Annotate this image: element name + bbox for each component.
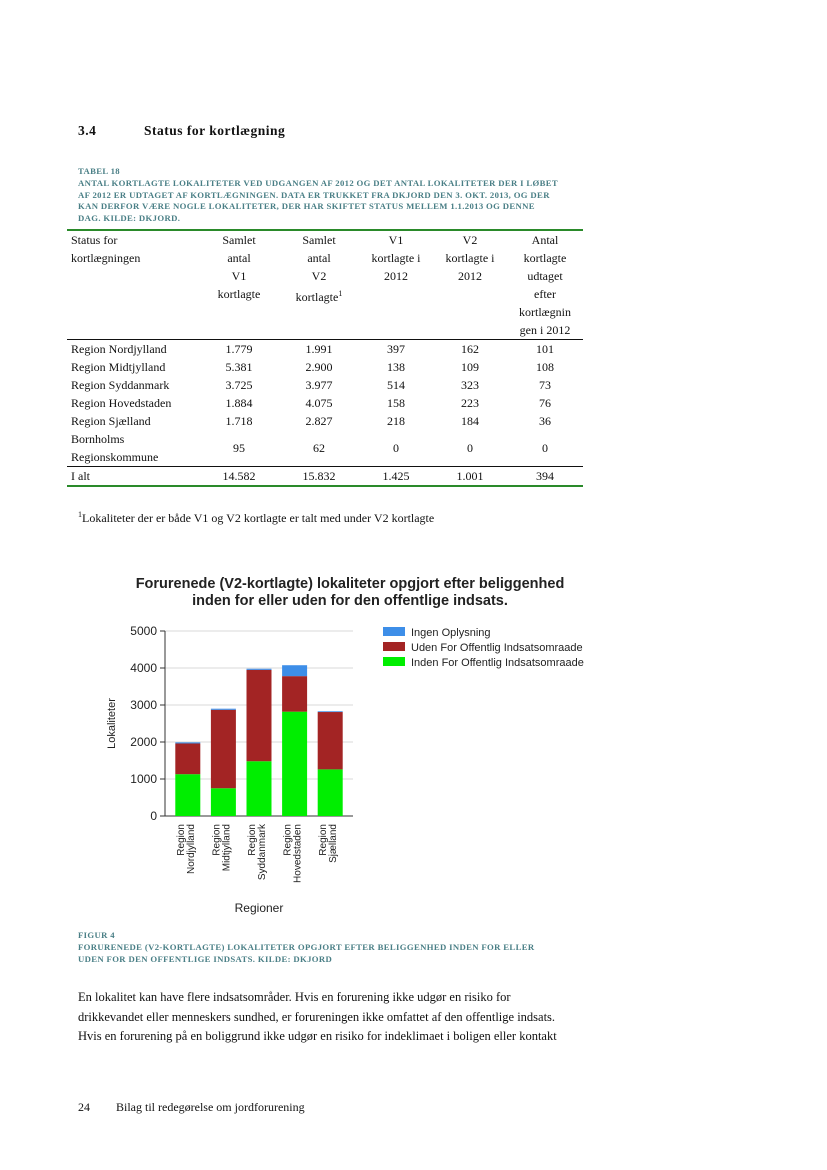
chart-title: inden for eller uden for den offentlige indsats.: [192, 593, 508, 609]
figure-caption-line: FORURENEDE (V2-KORTLAGTE) LOKALITETER OPGJORT EFTER BELIGGENHED INDEN FOR ELLER: [78, 941, 535, 952]
section-number: 3.4: [78, 123, 97, 138]
bar-segment: [211, 788, 236, 816]
figure-caption-line: UDEN FOR DEN OFFENTLIGE INDSATS. KILDE: DKJORD: [78, 953, 333, 964]
y-tick-label: 0: [150, 809, 157, 823]
table-caption-line: ANTAL KORTLAGTE LOKALITETER VED UDGANGEN AF 2012 OG DET ANTAL LOKALITETER DER I LØBET: [78, 177, 559, 188]
bar-segment: [318, 711, 343, 712]
bar-segment: [247, 670, 272, 761]
table-row: Region Syddanmark 3.725 3.977 514 323 73: [71, 378, 551, 392]
y-tick-label: 2000: [130, 735, 157, 749]
bar-segment: [175, 742, 200, 743]
legend-label: Uden For Offentlig Indsatsomraade: [411, 642, 583, 654]
header-v2-total: Samlet antal V2 kortlagte$^1$: [279, 230, 359, 340]
table-row: Region Sjælland 1.718 2.827 218 184 36: [71, 414, 551, 428]
page-number: 24: [78, 1100, 90, 1114]
section-title: Status for kortlægning: [144, 123, 286, 138]
bar-segment: [318, 712, 343, 769]
x-tick-label: Midtjylland: [221, 824, 233, 872]
bar-segment: [175, 743, 200, 774]
y-tick-label: 3000: [130, 698, 157, 712]
bar-segment: [318, 769, 343, 816]
table-row: Bornholms Regionskommune 95 62 0 0 0: [71, 432, 548, 464]
table-caption-line: DAG. KILDE: DKJORD.: [78, 213, 181, 224]
figure-caption-label: FIGUR 4: [78, 930, 115, 940]
header-status: Status for kortlægningen: [67, 230, 199, 340]
footnote-mark: 1: [338, 289, 343, 298]
legend-label: Ingen Oplysning: [411, 627, 491, 639]
footnote-text: Lokaliteter der er både V1 og V2 kortlagte er talt med under V2 kortlagte: [82, 511, 435, 525]
y-tick-label: 4000: [130, 661, 157, 675]
x-tick-label: Hovedstaden: [292, 824, 304, 883]
footer-text: Bilag til redegørelse om jordforurening: [116, 1100, 305, 1114]
section-heading: [78, 123, 285, 139]
page-footer: [78, 1100, 305, 1115]
header-v1-2012: V1 kortlagte i 2012: [359, 230, 433, 340]
legend-swatch: [383, 657, 405, 666]
table-row: Region Nordjylland 1.779 1.991 397 162 101: [71, 342, 554, 356]
bar-segment: [247, 761, 272, 816]
legend-label: Inden For Offentlig Indsatsomraade: [411, 657, 584, 669]
x-tick-label: Region: [247, 824, 258, 856]
bar-segment: [211, 710, 236, 788]
body-line: En lokalitet kan have flere indsatsområder. Hvis en forurening ikke udgør en risiko for: [78, 990, 511, 1004]
legend-swatch: [383, 642, 405, 651]
table-row: Region Midtjylland 5.381 2.900 138 109 108: [71, 360, 554, 374]
x-tick-label: Region: [318, 824, 330, 856]
chart-title: Forurenede (V2-kortlagte) lokaliteter opgjort efter beliggenhed: [135, 576, 565, 592]
stacked-bar-chart: [95, 565, 635, 925]
body-line: drikkevandet eller menneskers sundhed, er forureningen ikke omfattet af den offentlige indsats.: [78, 1009, 556, 1024]
y-tick-label: 5000: [130, 624, 157, 638]
status-table: [67, 229, 583, 487]
bar-segment: [282, 712, 307, 816]
table-caption: [78, 166, 634, 225]
legend-swatch: [383, 627, 405, 636]
x-tick-label: Region: [175, 824, 187, 856]
header-v1-total: Samlet antal V1 kortlagte: [199, 230, 279, 340]
table-row: Region Hovedstaden 1.884 4.075 158 223 76: [71, 396, 551, 410]
table-caption-line: AF 2012 ER UDTAGET AF KORTLÆGNINGEN. DATA ER TRUKKET FRA DKJORD DEN 3. OKT. 2013, OG DER: [78, 189, 550, 200]
table-caption-line: KAN DERFOR VÆRE NOGLE LOKALITETER, DER HAR SKIFTET STATUS MELLEM 1.1.2013 OG DENNE: [78, 201, 535, 212]
table-caption-label: TABEL 18: [78, 166, 120, 176]
table-total-row: I alt 14.582 15.832 1.425 1.001 394: [67, 467, 583, 487]
body-paragraph: [78, 988, 638, 1047]
header-removed: Antal kortlagte udtaget efter kortlægnin gen i 2012: [507, 230, 583, 340]
bar-segment: [211, 709, 236, 710]
footnote-mark: 1: [78, 510, 82, 519]
table-header-row: [67, 230, 583, 340]
y-tick-label: 1000: [130, 772, 157, 786]
bar-segment: [282, 665, 307, 676]
body-line: Hvis en forurening på en boliggrund ikke udgør en risiko for indeklimaet i boligen eller kontakt: [78, 1029, 557, 1043]
x-tick-label: Region: [211, 824, 223, 856]
x-tick-label: Region: [282, 824, 294, 856]
x-axis-label: Regioner: [234, 901, 284, 915]
bar-segment: [247, 669, 272, 670]
header-v2-2012: V2 kortlagte i 2012: [433, 230, 507, 340]
x-tick-label: Syddanmark: [257, 824, 268, 881]
table-footnote: [78, 510, 434, 526]
bar-segment: [175, 774, 200, 816]
x-tick-label: Sjælland: [328, 824, 340, 863]
x-tick-label: Nordjylland: [185, 824, 197, 875]
bar-segment: [282, 676, 307, 712]
figure-caption: [78, 930, 618, 965]
y-axis-label: Lokaliteter: [106, 698, 118, 749]
